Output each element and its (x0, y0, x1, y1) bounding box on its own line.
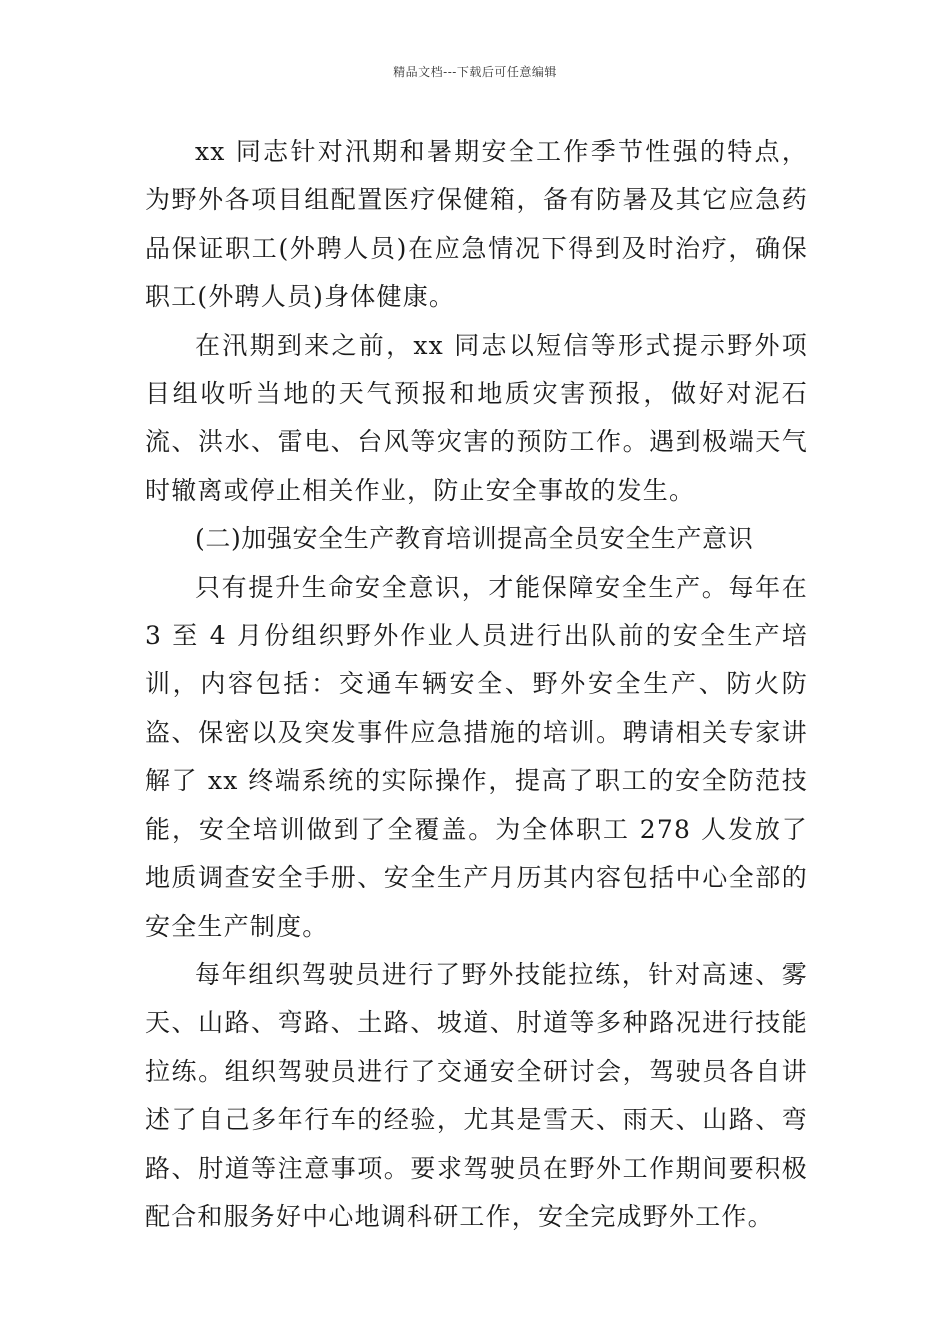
page-header: 精品文档---下载后可任意编辑 (393, 65, 557, 79)
paragraph-safety-training: 只有提升生命安全意识，才能保障安全生产。每年在 3 至 4 月份组织野外作业人员进行出队前的安全生产培训，内容包括：交通车辆安全、野外安全生产、防火防盗、保密以及突发事件应急措施的培训。聘请相关专家讲解了 xx 终端系统的实际操作，提高了职工的安全防范技能，安全培训做到了全覆盖。为全体职工 278 人发放了地质调查安全手册、安全生产月历其内容包括中心全部的安全生产制度。 (145, 572, 808, 941)
document-body (145, 128, 808, 1241)
paragraph-flood-warning: 在汛期到来之前，xx 同志以短信等形式提示野外项目组收听当地的天气预报和地质灾害预报，做好对泥石流、洪水、雷电、台风等灾害的预防工作。遇到极端天气时辙离或停止相关作业，防止安全事故的发生。 (145, 330, 808, 505)
paragraph-driver-training: 每年组织驾驶员进行了野外技能拉练，针对高速、雾天、山路、弯路、土路、坡道、肘道等多种路况进行技能拉练。组织驾驶员进行了交通安全研讨会，驾驶员各自讲述了自己多年行车的经验，尤其是雪天、雨天、山路、弯路、肘道等注意事项。要求驾驶员在野外工作期间要积极配合和服务好中心地调科研工作，安全完成野外工作。 (145, 959, 808, 1231)
paragraph-flood-summer-medical: xx 同志针对汛期和暑期安全工作季节性强的特点，为野外各项目组配置医疗保健箱，备有防暑及其它应急药品保证职工(外聘人员)在应急情况下得到及时治疗，确保职工(外聘人员)身体健康。 (145, 137, 808, 312)
section-heading-safety-training: (二)加强安全生产教育培训提高全员安全生产意识 (195, 524, 754, 554)
